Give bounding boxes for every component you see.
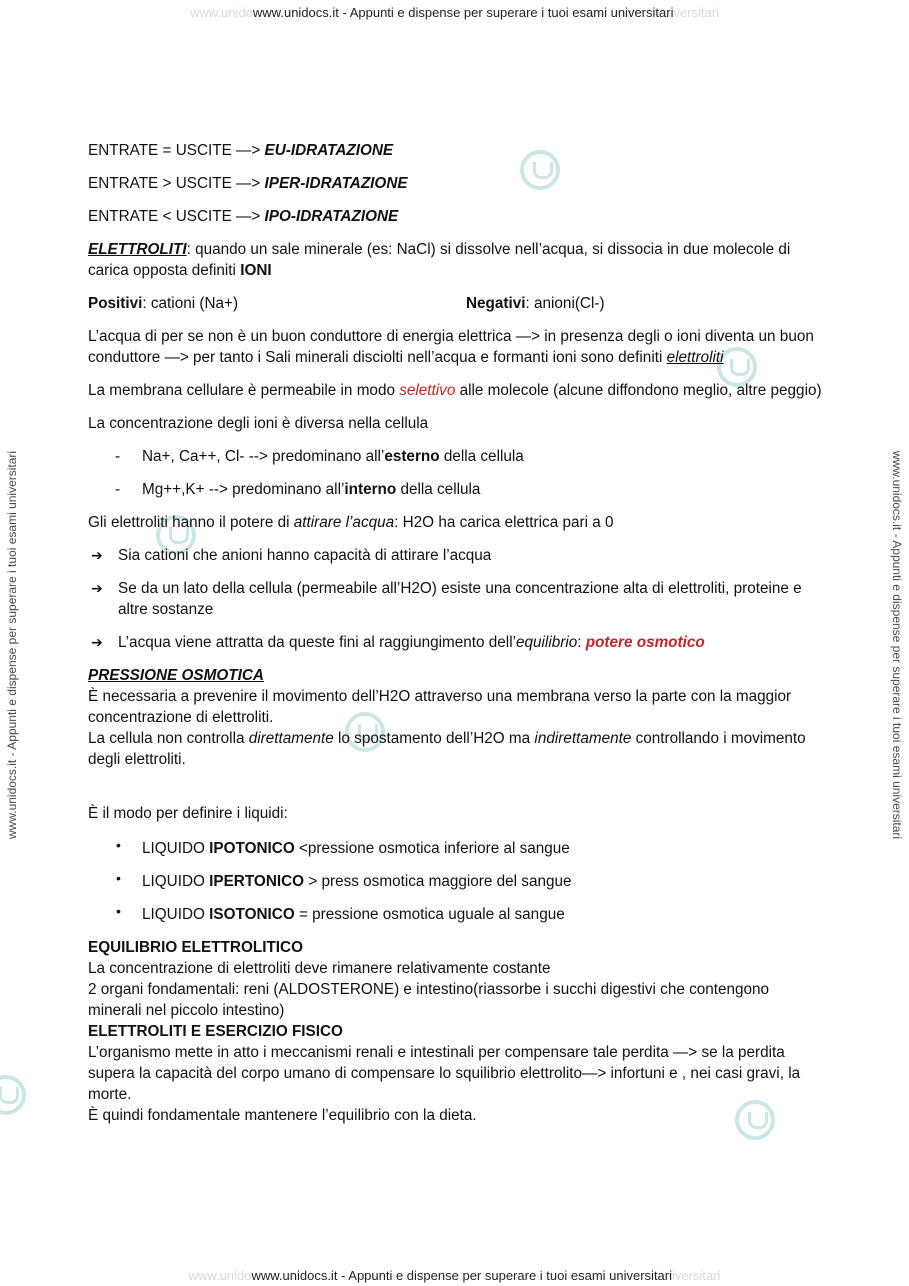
section-title-equilibrio <box>88 937 823 958</box>
term-ioni: IONI <box>240 262 272 279</box>
bullet-marker: • <box>116 903 121 919</box>
term: interno <box>344 481 397 498</box>
text: ENTRATE < USCITE —> <box>88 208 265 225</box>
list-item <box>88 871 823 892</box>
text: controllando i movimento degli elettroliti. <box>88 730 806 768</box>
paragraph-esercizio-1: L’organismo mette in atto i meccanismi renali e intestinali per compensare tale perdita —> se la perdita supera la capacità del corpo umano di compensare lo squilibrio elettrolito—> infortuni e , nei casi gravi, la morte. <box>88 1044 801 1103</box>
paragraph-potere <box>88 512 823 533</box>
text: La cellula non controlla <box>88 730 249 747</box>
section-title-pressione <box>88 665 823 686</box>
text: > press osmotica maggiore del sangue <box>304 873 572 890</box>
list-item <box>88 904 823 925</box>
paragraph-equilibrio-2: 2 organi fondamentali: reni (ALDOSTERONE) e intestino(riassorbe i succhi digestivi che contengono minerali nel piccolo intestino) <box>88 981 770 1019</box>
list-item <box>88 479 823 500</box>
page-footer <box>0 1268 909 1283</box>
footer-watermark: www.unidocs.it - Appunti e dispense per superare i tuoi esami universitari <box>251 1268 672 1283</box>
term-selettivo: selettivo <box>399 382 456 399</box>
text: della cellula <box>396 481 481 498</box>
arrow-icon: ➔ <box>91 547 103 563</box>
bullet-marker: • <box>116 870 121 886</box>
text: = pressione osmotica uguale al sangue <box>294 906 565 923</box>
header-ghost-left: www.unido <box>190 5 253 20</box>
text: : <box>577 634 586 651</box>
text: Mg++,K+ --> predominano all’ <box>142 481 345 498</box>
left-side-watermark: www.unidocs.it - Appunti e dispense per superare i tuoi esami universitari <box>5 450 19 840</box>
heading: ELETTROLITI E ESERCIZIO FISICO <box>88 1023 343 1040</box>
text: Gli elettroliti hanno il potere di <box>88 514 294 531</box>
list-item <box>88 578 823 620</box>
term: indirettamente <box>534 730 632 747</box>
heading: PRESSIONE OSMOTICA <box>88 667 264 684</box>
term-potere-osmotico: potere osmotico <box>585 634 705 651</box>
heading: EQUILIBRIO ELETTROLITICO <box>88 939 304 956</box>
term-elettroliti: ELETTROLITI <box>88 241 187 258</box>
dash-marker: - <box>115 448 121 465</box>
term: attirare l’acqua <box>293 514 395 531</box>
document-body <box>88 140 823 1126</box>
paragraph-esercizio-2: È quindi fondamentale mantenere l’equilibrio con la dieta. <box>88 1107 477 1124</box>
header-watermark: www.unidocs.it - Appunti e dispense per superare i tuoi esami universitari <box>252 5 674 20</box>
line-iper-idratazione <box>88 173 823 194</box>
text: : cationi (Na+) <box>142 295 239 312</box>
header-ghost-right: versitari <box>673 5 719 20</box>
text: Se da un lato della cellula (permeabile all’H2O) esiste una concentrazione alta di elettroliti, proteine e altre sostanze <box>118 580 802 618</box>
paragraph-equilibrio-1: La concentrazione di elettroliti deve rimanere relativamente costante <box>88 960 551 977</box>
footer-ghost-right: iversitari <box>672 1268 721 1283</box>
paragraph-elettroliti <box>88 239 823 281</box>
paragraph-membrana <box>88 380 823 401</box>
arrow-icon: ➔ <box>91 580 103 596</box>
term: elettroliti <box>666 349 724 366</box>
term: ISOTONICO <box>209 906 295 923</box>
paragraph-modo: È il modo per definire i liquidi: <box>88 805 288 822</box>
footer-ghost-left: www.unido <box>188 1268 252 1283</box>
label: Positivi <box>88 295 143 312</box>
right-side-watermark: www.unidocs.it - Appunti e dispense per superare i tuoi esami universitari <box>890 450 904 840</box>
text: L’acqua viene attratta da queste fini al raggiungimento dell’ <box>118 634 516 651</box>
text: LIQUIDO <box>142 873 210 890</box>
text: LIQUIDO <box>142 906 210 923</box>
ions-row <box>88 293 823 314</box>
text: Na+, Ca++, Cl- --> predominano all’ <box>142 448 385 465</box>
list-item <box>88 632 823 653</box>
watermark-logo-icon <box>0 1075 26 1115</box>
text: alle molecole (alcune diffondono meglio, altre peggio) <box>455 382 822 399</box>
term: esterno <box>384 448 440 465</box>
text: L’acqua di per se non è un buon conduttore di energia elettrica —> in presenza degli o ioni diventa un buon conduttore —> per tanto i Sali minerali disciolti nell’acqua e formanti ioni sono definiti <box>88 328 814 366</box>
text: La membrana cellulare è permeabile in modo <box>88 382 400 399</box>
paragraph-pressione-1: È necessaria a prevenire il movimento dell’H2O attraverso una membrana verso la parte con la maggior concentrazione di elettroliti. <box>88 688 792 726</box>
negativi <box>466 293 605 314</box>
term-iper-idratazione: IPER-IDRATAZIONE <box>264 175 408 192</box>
term: IPERTONICO <box>209 873 305 890</box>
term-ipo-idratazione: IPO-IDRATAZIONE <box>264 208 399 225</box>
term: IPOTONICO <box>209 840 295 857</box>
text: della cellula <box>439 448 524 465</box>
text: LIQUIDO <box>142 840 210 857</box>
arrow-icon: ➔ <box>91 634 103 650</box>
text: : quando un sale minerale (es: NaCl) si dissolve nell’acqua, si dissocia in due molecole di carica opposta definiti <box>88 241 791 279</box>
text: ENTRATE = USCITE —> <box>88 142 265 159</box>
page-header <box>0 5 909 20</box>
list-item <box>88 446 823 467</box>
dash-marker: - <box>115 481 121 498</box>
section-title-esercizio <box>88 1021 823 1042</box>
paragraph-acqua <box>88 326 823 368</box>
text: : anioni(Cl-) <box>525 295 605 312</box>
list-item <box>88 838 823 859</box>
line-eu-idratazione <box>88 140 823 161</box>
bullet-marker: • <box>116 837 121 853</box>
text: ENTRATE > USCITE —> <box>88 175 265 192</box>
text: <pressione osmotica inferiore al sangue <box>294 840 570 857</box>
term: equilibrio <box>516 634 578 651</box>
label: Negativi <box>466 295 526 312</box>
term-eu-idratazione: EU-IDRATAZIONE <box>264 142 394 159</box>
paragraph-pressione-2 <box>88 728 823 770</box>
paragraph-concentrazione: La concentrazione degli ioni è diversa nella cellula <box>88 415 429 432</box>
text: lo spostamento dell’H2O ma <box>333 730 535 747</box>
line-ipo-idratazione <box>88 206 823 227</box>
list-item <box>88 545 823 566</box>
positivi <box>88 293 466 314</box>
text: Sia cationi che anioni hanno capacità di attirare l’acqua <box>118 547 492 564</box>
text: : H2O ha carica elettrica pari a 0 <box>394 514 614 531</box>
term: direttamente <box>248 730 334 747</box>
